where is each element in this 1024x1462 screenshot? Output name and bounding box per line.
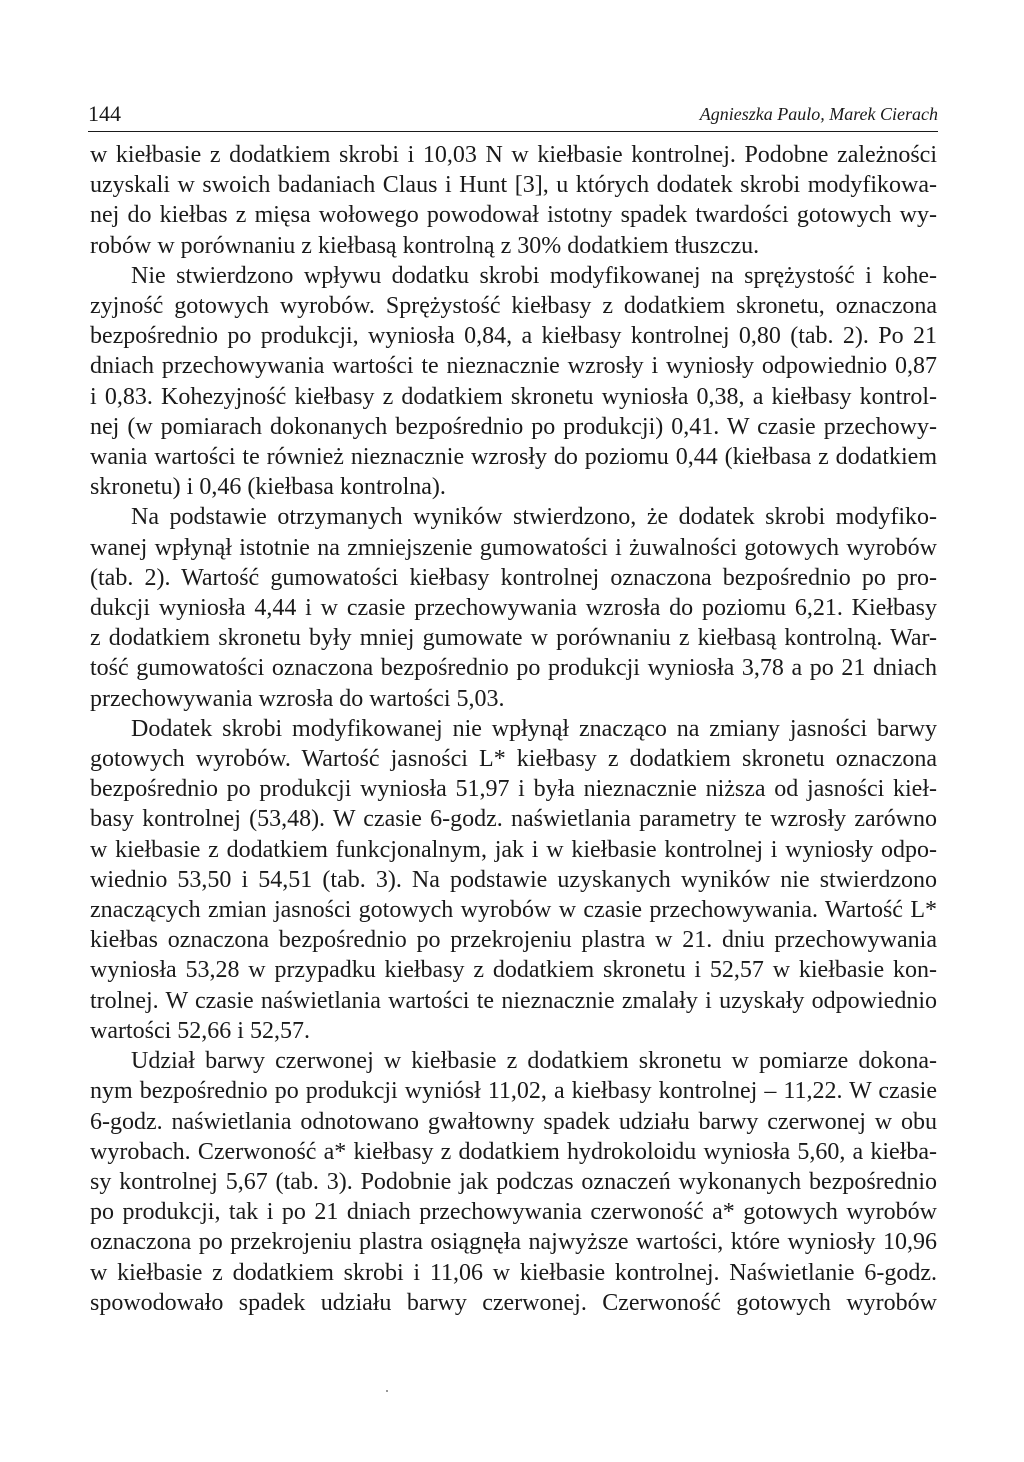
paragraph-1 [90, 140, 937, 261]
text-line: wartości 52,66 i 52,57. [90, 1017, 310, 1044]
text-line: w kiełbasie z dodatkiem skrobi i 10,03 N w kiełbasie kontrolnej. Podobne zależności [90, 142, 937, 168]
text-line: wanej wpłynął istotnie na zmniejszenie gumowatości i żuwalności gotowych wyrobów [90, 534, 937, 561]
text-line: Udział barwy czerwonej w kiełbasie z dodatkiem skronetu w pomiarze dokona- [131, 1048, 937, 1075]
text-line: trolnej. W czasie naświetlania wartości te nieznacznie zmalały i uzyskały odpowiednio [90, 987, 937, 1014]
text-line: tość gumowatości oznaczona bezpośrednio po produkcji wyniosła 3,78 a po 21 dniach [90, 655, 937, 682]
text-line: sy kontrolnej 5,67 (tab. 3). Podobnie jak podczas oznaczeń wykonanych bezpośrednio [90, 1168, 937, 1195]
text-line: w kiełbasie z dodatkiem skrobi i 11,06 w kiełbasie kontrolnej. Naświetlanie 6-godz. [90, 1259, 937, 1286]
text-line: nym bezpośrednio po produkcji wyniósł 11,02, a kiełbasy kontrolnej – 11,22. W czasie [90, 1078, 937, 1105]
text-line: uzyskali w swoich badaniach Claus i Hunt [3], u których dodatek skrobi modyfikowa- [90, 172, 937, 199]
text-line: znaczących zmian jasności gotowych wyrobów w czasie przechowywania. Wartość L* [90, 897, 937, 924]
text-line: przechowywania wzrosła do wartości 5,03. [90, 685, 505, 712]
text-line: Na podstawie otrzymanych wyników stwierdzono, że dodatek skrobi modyfiko- [131, 504, 937, 531]
paragraph-2 [90, 261, 937, 503]
text-line: Dodatek skrobi modyfikowanej nie wpłynął znacząco na zmiany jasności barwy [131, 715, 937, 742]
text-line: nej do kiełbas z mięsa wołowego powodował istotny spadek twardości gotowych wy- [90, 202, 937, 229]
scan-speck [386, 1390, 388, 1392]
paragraph-3 [90, 502, 937, 713]
text-line: wania wartości te również nieznacznie wzrosły do poziomu 0,44 (kiełbasa z dodatkiem [90, 444, 937, 471]
text-line: dniach przechowywania wartości te nieznacznie wzrosły i wyniosły odpowiednio 0,87 [90, 353, 937, 380]
text-line: po produkcji, tak i po 21 dniach przechowywania czerwoność a* gotowych wyrobów [90, 1199, 937, 1226]
text-line: wyniosła 53,28 w przypadku kiełbasy z dodatkiem skronetu i 52,57 w kiełbasie kon- [90, 957, 937, 984]
text-line: i 0,83. Kohezyjność kiełbasy z dodatkiem skronetu wyniosła 0,38, a kiełbasy kontrol- [90, 383, 937, 410]
text-line: zyjność gotowych wyrobów. Sprężystość kiełbasy z dodatkiem skronetu, oznaczona [90, 293, 937, 320]
text-line: wiednio 53,50 i 54,51 (tab. 3). Na podstawie uzyskanych wyników nie stwierdzono [90, 866, 937, 893]
text-line: bezpośrednio po produkcji wyniosła 51,97 i była nieznacznie niższa od jasności kieł- [90, 776, 937, 803]
text-line: 6-godz. naświetlania odnotowano gwałtowny spadek udziału barwy czerwonej w obu [90, 1108, 937, 1135]
text-line: bezpośrednio po produkcji, wyniosła 0,84, a kiełbasy kontrolnej 0,80 (tab. 2). Po 21 [90, 323, 937, 350]
text-line: kiełbas oznaczona bezpośrednio po przekrojeniu plastra w 21. dniu przechowywania [90, 927, 937, 954]
body-text [90, 140, 937, 1318]
text-line: z dodatkiem skronetu były mniej gumowate w porównaniu z kiełbasą kontrolną. War- [90, 625, 937, 652]
paragraph-5 [90, 1046, 937, 1318]
page-number: 144 [88, 101, 121, 126]
page-header [88, 97, 938, 132]
text-line: Nie stwierdzono wpływu dodatku skrobi modyfikowanej na sprężystość i kohe- [131, 262, 937, 289]
text-line: skronetu) i 0,46 (kiełbasa kontrolna). [90, 474, 446, 501]
text-line: oznaczona po przekrojeniu plastra osiągnęła najwyższe wartości, które wyniosły 10,96 [90, 1229, 937, 1256]
text-line: (tab. 2). Wartość gumowatości kiełbasy kontrolnej oznaczona bezpośrednio po pro- [90, 564, 937, 591]
text-line: nej (w pomiarach dokonanych bezpośrednio po produkcji) 0,41. W czasie przechowy- [90, 413, 937, 440]
text-line: basy kontrolnej (53,48). W czasie 6-godz. naświetlania parametry te wzrosły zarówno [90, 806, 937, 833]
text-line: w kiełbasie z dodatkiem funkcjonalnym, jak i w kiełbasie kontrolnej i wyniosły odpo- [90, 836, 937, 863]
text-line: wyrobach. Czerwoność a* kiełbasy z dodatkiem hydrokoloidu wyniosła 5,60, a kiełba- [90, 1138, 937, 1165]
running-head: Agnieszka Paulo, Marek Cierach [699, 104, 938, 124]
text-line: dukcji wyniosła 4,44 i w czasie przechowywania wzrosła do poziomu 6,21. Kiełbasy [90, 595, 937, 622]
text-line: robów w porównaniu z kiełbasą kontrolną z 30% dodatkiem tłuszczu. [90, 232, 760, 259]
text-line: gotowych wyrobów. Wartość jasności L* kiełbasy z dodatkiem skronetu oznaczona [90, 746, 937, 773]
text-line: spowodowało spadek udziału barwy czerwonej. Czerwoność gotowych wyrobów [90, 1289, 937, 1316]
paragraph-4 [90, 714, 937, 1046]
